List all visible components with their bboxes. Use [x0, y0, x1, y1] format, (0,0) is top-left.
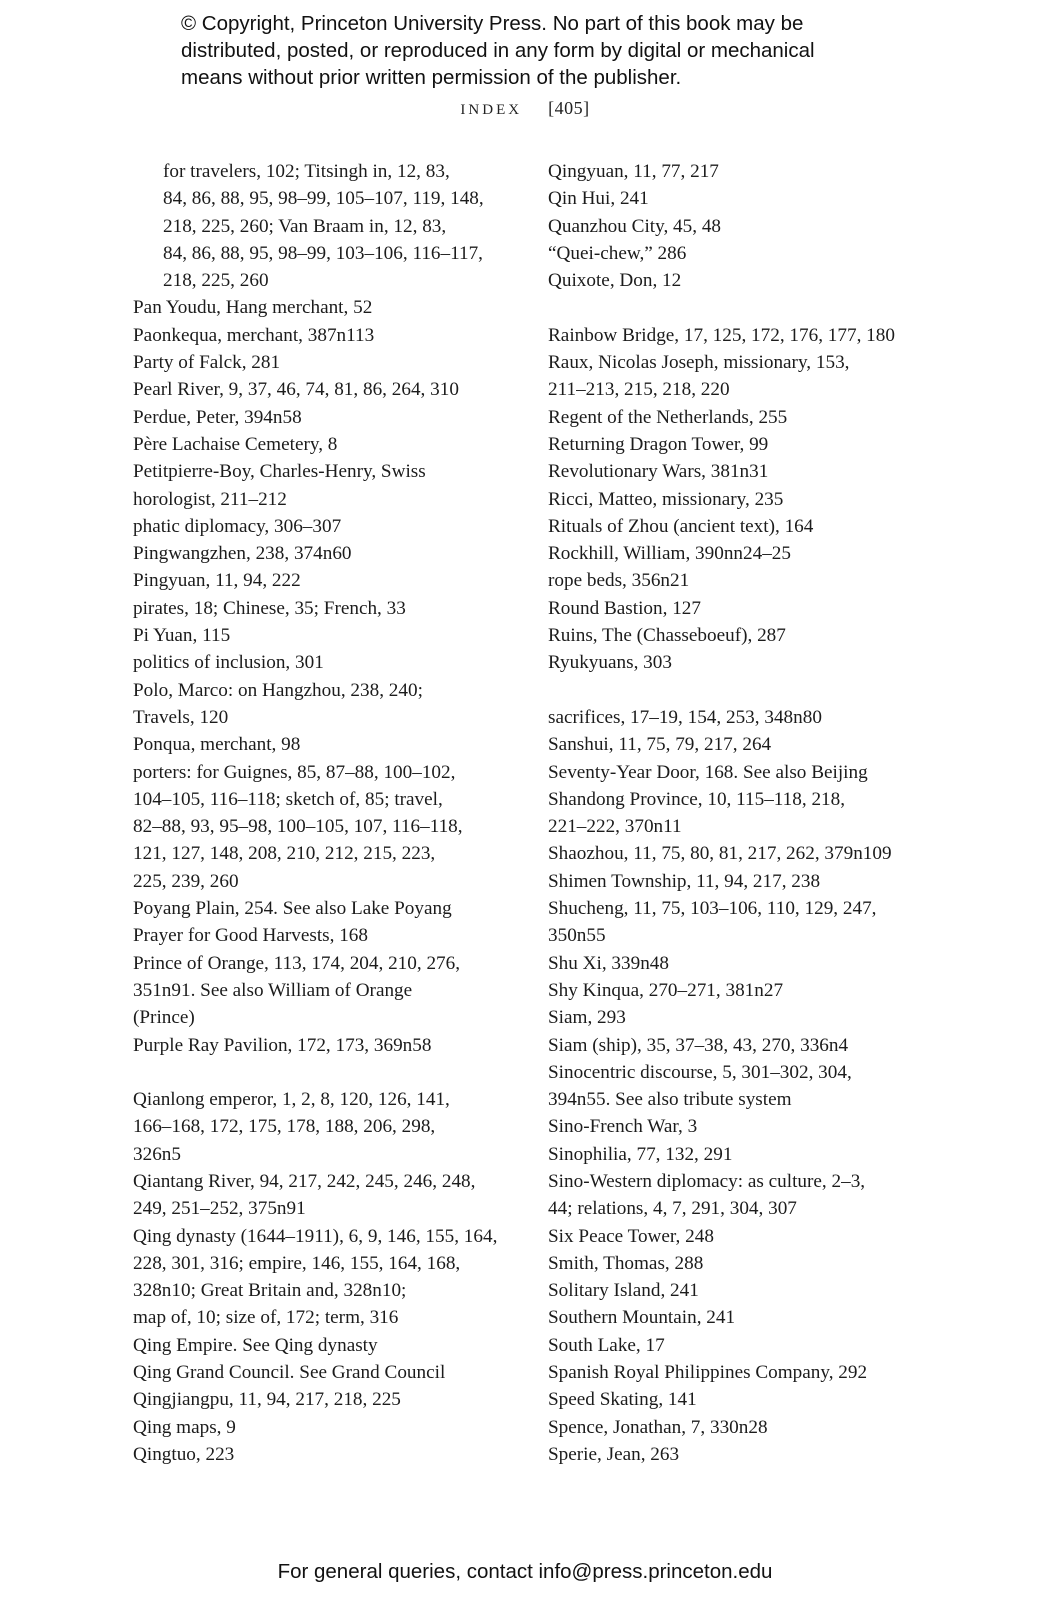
index-entry [548, 759, 928, 786]
index-entry [548, 240, 928, 267]
index-entry-line: Shy Kinqua, 270–271, 381n27 [548, 979, 784, 1001]
index-entry-line: 84, 86, 88, 95, 98–99, 105–107, 119, 148, [163, 188, 484, 210]
index-entry-line: 104–105, 116–118; sketch of, 85; travel, [133, 788, 443, 810]
index-entry [548, 1332, 928, 1359]
index-entry-line: Qing maps, 9 [133, 1416, 236, 1438]
index-entry [133, 759, 523, 895]
index-entry [548, 458, 928, 485]
index-entry [548, 622, 928, 649]
index-entry-line: Qing Empire. See Qing dynasty [133, 1334, 378, 1356]
index-entry-line: rope beds, 356n21 [548, 570, 690, 592]
index-entry [548, 1059, 928, 1114]
index-entry-line: Shucheng, 11, 75, 103–106, 110, 129, 247, [548, 898, 877, 920]
index-entry-line: 394n55. See also tribute system [548, 1089, 792, 1111]
index-entry-line: 84, 86, 88, 95, 98–99, 103–106, 116–117, [163, 242, 483, 264]
index-entry-line: map of, 10; size of, 172; term, 316 [133, 1307, 399, 1329]
index-entry-line: Shandong Province, 10, 115–118, 218, [548, 788, 846, 810]
index-entry-line: Ryukyuans, 303 [548, 652, 672, 674]
footer-contact: For general queries, contact info@press.princeton.edu [277, 1560, 773, 1583]
index-entry-line: pirates, 18; Chinese, 35; French, 33 [133, 597, 406, 619]
index-entry [133, 322, 523, 349]
index-entry [548, 1004, 928, 1031]
index-entry-line: Shaozhou, 11, 75, 80, 81, 217, 262, 379n109 [548, 843, 892, 865]
index-entry [548, 431, 928, 458]
index-entry [133, 513, 523, 540]
index-entry-line: Quanzhou City, 45, 48 [548, 215, 722, 237]
index-entry [133, 349, 523, 376]
index-entry-line: Perdue, Peter, 394n58 [133, 406, 302, 428]
index-entry-line: Spanish Royal Philippines Company, 292 [548, 1362, 868, 1384]
index-entry [548, 786, 928, 841]
index-entry-line: Spence, Jonathan, 7, 330n28 [548, 1416, 768, 1438]
index-entry [133, 431, 523, 458]
index-entry-line: phatic diplomacy, 306–307 [133, 515, 342, 537]
index-entry [548, 950, 928, 977]
index-entry-line: Qin Hui, 241 [548, 188, 649, 210]
index-entry-line: Qing Grand Council. See Grand Council [133, 1362, 446, 1384]
index-entry-line: Returning Dragon Tower, 99 [548, 433, 769, 455]
index-entry [548, 1386, 928, 1413]
index-entry-line: horologist, 211–212 [133, 488, 287, 510]
index-entry-line: 228, 301, 316; empire, 146, 155, 164, 168, [133, 1252, 461, 1274]
index-entry-line: Siam (ship), 35, 37–38, 43, 270, 336n4 [548, 1034, 849, 1056]
index-entry-line: Round Bastion, 127 [548, 597, 701, 619]
index-entry [133, 294, 523, 321]
index-entry [548, 322, 928, 349]
index-entry-line: Qingyuan, 11, 77, 217 [548, 161, 719, 182]
index-entry [548, 540, 928, 567]
index-entry [548, 868, 928, 895]
copyright-line: means without prior written permission of the publisher. [181, 66, 682, 89]
index-entry-line: 249, 251–252, 375n91 [133, 1198, 306, 1220]
index-entry [133, 1223, 523, 1332]
index-entry [548, 1359, 928, 1386]
index-entry [548, 1277, 928, 1304]
copyright-notice [181, 10, 921, 91]
index-entry [548, 1304, 928, 1331]
index-entry [133, 1332, 523, 1359]
index-column-left [133, 158, 523, 1468]
index-entry-line: Polo, Marco: on Hangzhou, 238, 240; [133, 679, 423, 701]
index-column-right [548, 158, 928, 1468]
index-entry-line: Revolutionary Wars, 381n31 [548, 461, 769, 483]
index-entry [133, 1168, 523, 1223]
index-entry [548, 1113, 928, 1140]
index-entry-line: 326n5 [133, 1143, 181, 1165]
letter-section-gap [548, 677, 928, 704]
index-entry [133, 731, 523, 758]
index-entry-line: Pearl River, 9, 37, 46, 74, 81, 86, 264, 310 [133, 379, 459, 401]
index-entry-line: Qingtuo, 223 [133, 1443, 235, 1465]
index-entry-line: Sinocentric discourse, 5, 301–302, 304, [548, 1061, 852, 1083]
index-entry-line: Regent of the Netherlands, 255 [548, 406, 788, 428]
index-entry-line: Petitpierre-Boy, Charles-Henry, Swiss [133, 461, 426, 483]
index-entry-line: 351n91. See also William of Orange [133, 979, 413, 1001]
index-entry [548, 1141, 928, 1168]
index-entry [548, 567, 928, 594]
index-entry [548, 404, 928, 431]
index-entry-line: Poyang Plain, 254. See also Lake Poyang [133, 898, 452, 920]
index-entry-line: Ruins, The (Chasseboeuf), 287 [548, 625, 786, 647]
index-entry [548, 1414, 928, 1441]
index-entry-line: Pan Youdu, Hang merchant, 52 [133, 297, 373, 319]
index-entry [548, 213, 928, 240]
index-entry-line: politics of inclusion, 301 [133, 652, 324, 674]
index-entry-line: Shu Xi, 339n48 [548, 952, 669, 974]
index-entry-line: Southern Mountain, 241 [548, 1307, 736, 1329]
index-entry-line: Ricci, Matteo, missionary, 235 [548, 488, 784, 510]
index-entry [548, 486, 928, 513]
index-entry [548, 731, 928, 758]
index-entry-line: 350n55 [548, 925, 606, 947]
letter-section-gap [133, 1059, 523, 1086]
index-entry-line: for travelers, 102; Titsingh in, 12, 83, [163, 161, 450, 182]
index-entry-line: Père Lachaise Cemetery, 8 [133, 433, 338, 455]
index-entry-line: Rainbow Bridge, 17, 125, 172, 176, 177, 180 [548, 324, 895, 346]
index-entry-line: 44; relations, 4, 7, 291, 304, 307 [548, 1198, 797, 1220]
index-entry-line: Rituals of Zhou (ancient text), 164 [548, 515, 814, 537]
index-entry-line: Pi Yuan, 115 [133, 625, 231, 647]
index-entry-line: Speed Skating, 141 [548, 1389, 697, 1411]
letter-section-gap [548, 294, 928, 321]
index-entry-line: 82–88, 93, 95–98, 100–105, 107, 116–118, [133, 816, 463, 838]
index-entry [133, 1386, 523, 1413]
index-entry-line: 221–222, 370n11 [548, 816, 682, 838]
index-entry-line: porters: for Guignes, 85, 87–88, 100–102, [133, 761, 456, 783]
index-entry [133, 677, 523, 732]
index-entry-line: “Quei-chew,” 286 [548, 242, 687, 264]
index-entry-line: Prince of Orange, 113, 174, 204, 210, 276, [133, 952, 461, 974]
index-entry [133, 1032, 523, 1059]
index-entry-line: Six Peace Tower, 248 [548, 1225, 714, 1247]
index-entry [548, 158, 928, 185]
copyright-line: © Copyright, Princeton University Press. No part of this book may be [181, 12, 804, 35]
index-entry-line: Qing dynasty (1644–1911), 6, 9, 146, 155, 164, [133, 1225, 498, 1247]
index-entry-line: Solitary Island, 241 [548, 1280, 699, 1302]
index-entry [548, 185, 928, 212]
index-entry-line: Ponqua, merchant, 98 [133, 734, 301, 756]
index-entry-line: 218, 225, 260 [163, 270, 269, 292]
index-entry-line: Seventy-Year Door, 168. See also Beijing [548, 761, 868, 783]
index-entry [548, 1032, 928, 1059]
index-entry-line: 211–213, 215, 218, 220 [548, 379, 730, 401]
index-entry-line: South Lake, 17 [548, 1334, 665, 1356]
index-entry [548, 649, 928, 676]
index-entry [133, 1359, 523, 1386]
running-head [0, 98, 1050, 119]
index-entry-line: sacrifices, 17–19, 154, 253, 348n80 [548, 706, 822, 728]
index-entry [133, 950, 523, 1032]
index-entry [133, 158, 523, 294]
index-entry [133, 1414, 523, 1441]
index-entry-line: Siam, 293 [548, 1007, 626, 1029]
index-entry [133, 458, 523, 513]
index-entry [133, 540, 523, 567]
index-entry [548, 1441, 928, 1468]
index-entry-line: Sperie, Jean, 263 [548, 1443, 680, 1465]
index-entry [133, 1441, 523, 1468]
index-entry-line: Sino-Western diplomacy: as culture, 2–3, [548, 1170, 866, 1192]
index-entry [548, 895, 928, 950]
index-entry [133, 567, 523, 594]
index-entry-line: Pingyuan, 11, 94, 222 [133, 570, 301, 592]
index-entry-line: Qingjiangpu, 11, 94, 217, 218, 225 [133, 1389, 401, 1411]
index-entry [133, 1086, 523, 1168]
index-entry-line: Rockhill, William, 390nn24–25 [548, 543, 791, 565]
index-entry [133, 649, 523, 676]
index-entry [548, 1223, 928, 1250]
index-entry-line: Qiantang River, 94, 217, 242, 245, 246, 248, [133, 1170, 476, 1192]
running-head-label: INDEX [460, 102, 523, 118]
index-entry [133, 376, 523, 403]
index-entry [548, 513, 928, 540]
index-entry-line: Sanshui, 11, 75, 79, 217, 264 [548, 734, 772, 756]
index-entry-line: Shimen Township, 11, 94, 217, 238 [548, 870, 821, 892]
index-entry [548, 595, 928, 622]
index-entry-line: 166–168, 172, 175, 178, 188, 206, 298, [133, 1116, 436, 1138]
index-entry [133, 922, 523, 949]
index-entry-line: 225, 239, 260 [133, 870, 239, 892]
index-entry-line: Sino-French War, 3 [548, 1116, 698, 1138]
index-entry-line: Travels, 120 [133, 706, 229, 728]
index-entry-line: Sinophilia, 77, 132, 291 [548, 1143, 733, 1165]
index-entry [548, 1250, 928, 1277]
page-number: [405] [548, 98, 590, 118]
copyright-line: distributed, posted, or reproduced in any form by digital or mechanical [181, 39, 815, 62]
index-entry-line: 121, 127, 148, 208, 210, 212, 215, 223, [133, 843, 436, 865]
index-entry-line: 218, 225, 260; Van Braam in, 12, 83, [163, 215, 447, 237]
index-entry [548, 840, 928, 867]
index-entry-line: Prayer for Good Harvests, 168 [133, 925, 368, 947]
index-entry-line: (Prince) [133, 1007, 195, 1029]
index-entry-line: Paonkequa, merchant, 387n113 [133, 324, 375, 346]
index-entry [548, 267, 928, 294]
index-entry-line: Purple Ray Pavilion, 172, 173, 369n58 [133, 1034, 432, 1056]
index-entry [548, 1168, 928, 1223]
index-entry-line: 328n10; Great Britain and, 328n10; [133, 1280, 407, 1302]
index-entry [548, 977, 928, 1004]
index-entry-line: Quixote, Don, 12 [548, 270, 682, 292]
index-entry-line: Qianlong emperor, 1, 2, 8, 120, 126, 141, [133, 1089, 450, 1111]
index-entry-line: Party of Falck, 281 [133, 352, 281, 374]
index-entry [133, 595, 523, 622]
index-entry [133, 895, 523, 922]
index-entry [548, 349, 928, 404]
index-entry-line: Smith, Thomas, 288 [548, 1252, 704, 1274]
index-entry [133, 404, 523, 431]
index-entry [133, 622, 523, 649]
index-entry-line: Raux, Nicolas Joseph, missionary, 153, [548, 352, 850, 374]
index-entry [548, 704, 928, 731]
index-entry-line: Pingwangzhen, 238, 374n60 [133, 543, 352, 565]
